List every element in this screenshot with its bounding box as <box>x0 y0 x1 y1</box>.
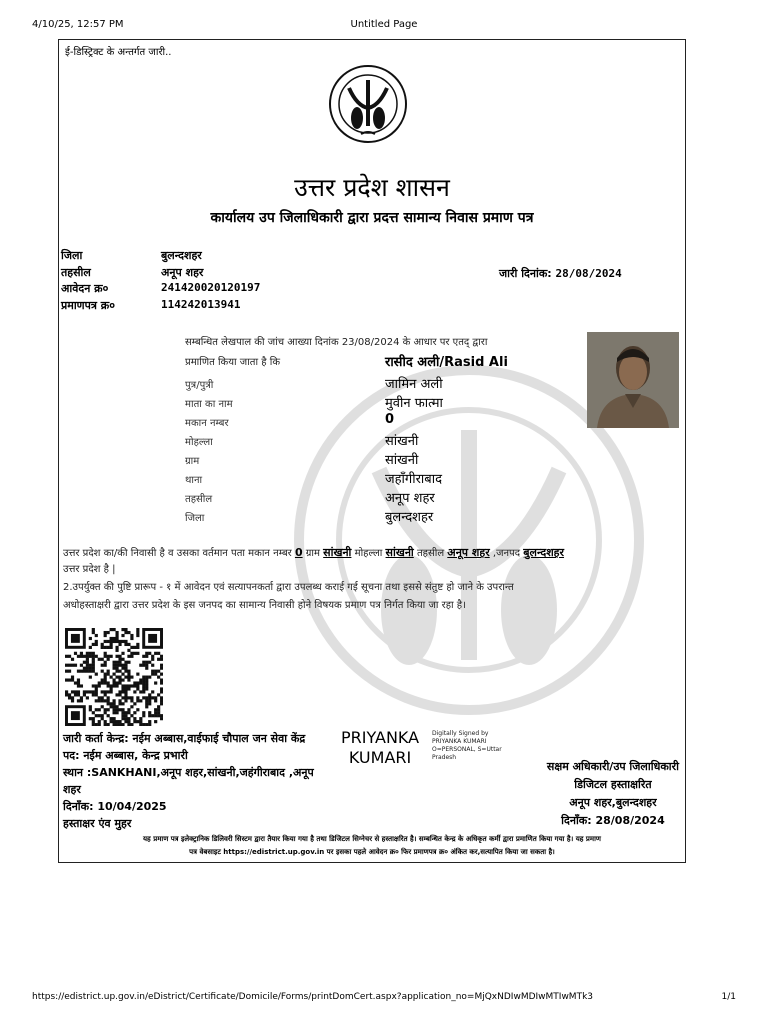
detail-row <box>185 488 585 507</box>
detail-row <box>185 412 585 431</box>
sig-meta-line: Pradesh <box>432 754 457 761</box>
issuer-sign-seal: हस्ताक्षर एंव मुहर <box>63 817 132 830</box>
print-page-title: Untitled Page <box>350 19 418 30</box>
house-no-label: मकान नम्बर <box>185 418 229 429</box>
detail-row <box>185 431 585 450</box>
signer-name-line1: PRIYANKA <box>341 728 420 747</box>
footnote-line2: पत्र वेबसाइट https://edistrict.up.gov.in पर इसका पहले आवेदन क्र० फिर प्रमाणपत्र क्र० अंकित कर,सत्यापित किया जा सकता है। <box>189 848 555 856</box>
district-value: बुलन्दशहर <box>161 249 202 262</box>
application-no-value: 241420020120197 <box>161 281 261 294</box>
detail-district-label: जिला <box>185 513 205 524</box>
issuer-block <box>63 730 314 832</box>
intro-line: सम्बन्धित लेखपाल की जांच आख्या दिनांक 23/08/2024 के आधार पर एतद् द्वारा <box>185 337 488 348</box>
qr-code <box>65 628 163 726</box>
house-no-value: 0 <box>385 412 395 427</box>
authority-block <box>547 758 679 830</box>
para-house-no: 0 <box>294 546 303 559</box>
para-mohalla: सांखनी <box>385 546 414 559</box>
police-station-value: जहाँगीराबाद <box>385 472 442 487</box>
print-footer <box>32 992 736 1006</box>
issuer-place: स्थान :SANKHANI,अनूप शहर,सांखनी,जहंगीराबाद ,अनूप <box>63 766 314 779</box>
para-district: बुलन्दशहर <box>523 546 565 559</box>
issued-under-text: ई-डिस्ट्रिक्ट के अन्तर्गत जारी.. <box>65 47 172 58</box>
verification-footnote <box>61 833 683 859</box>
signer-name-line2: KUMARI <box>348 748 412 767</box>
application-no-label: आवेदन क्र० <box>61 282 109 295</box>
detail-district-value: बुलन्दशहर <box>385 510 434 525</box>
issue-date-value: 28/08/2024 <box>555 267 622 280</box>
village-value: सांखनी <box>385 453 419 468</box>
issuer-date: दिनाँक: 10/04/2025 <box>63 800 167 813</box>
up-state-emblem <box>321 64 415 144</box>
print-header <box>32 19 736 33</box>
confirmation-paragraph-line1: 2.उपर्युक्त की पुष्टि प्रारूप - १ में आवेदन एवं सत्यापनकर्ता द्वारा उपलब्ध कराई गई सूचना तथा इससे संतुष्ट हो जाने के उपरान्त <box>63 582 514 593</box>
para-text: तहसील <box>413 548 448 559</box>
detail-row <box>185 507 585 526</box>
para-text: ग्राम <box>302 548 324 559</box>
issuer-center: जारी कर्ता केन्द्र: नईम अब्बास,वाईफाई चौपाल जन सेवा केंद्र <box>63 732 306 745</box>
father-value: जामिन अली <box>385 377 443 392</box>
applicant-photo <box>587 332 679 428</box>
tehsil-value: अनूप शहर <box>161 266 204 279</box>
para-text: ,जनपद <box>489 548 524 559</box>
village-label: ग्राम <box>185 456 200 467</box>
authority-date: दिनाँक: 28/08/2024 <box>561 814 665 827</box>
issue-date <box>499 266 622 281</box>
para-tehsil: अनूप शहर <box>447 546 490 559</box>
para-village: सांखनी <box>323 546 352 559</box>
certificate-subtitle: कार्यालय उप जिलाधिकारी द्वारा प्रदत्त सामान्य निवास प्रमाण पत्र <box>210 210 534 226</box>
residence-paragraph-line2: उत्तर प्रदेश है | <box>63 564 116 575</box>
authority-title: सक्षम अधिकारी/उप जिलाधिकारी <box>546 760 679 773</box>
authority-signed: डिजिटल हस्ताक्षरित <box>574 778 652 791</box>
footnote-line1: यह प्रमाण पत्र इलेक्ट्रानिक डिलिवरी सिस्टम द्वारा तैयार किया गया है तथा डिजिटल सिग्नेचर से हस्ताक्षरित है। सम्बन्धित केन्द्र के अधिकृत कर्मी द्वारा प्रमाणित किया गया है। यह प्रमाण <box>143 835 601 843</box>
digital-signature-meta <box>432 730 502 762</box>
digital-signer-name <box>341 728 419 768</box>
district-label: जिला <box>61 249 83 262</box>
mohalla-value: सांखनी <box>385 434 419 449</box>
sig-meta-line: O=PERSONAL, S=Uttar <box>432 746 502 753</box>
confirmation-paragraph-line2: अधोहस्ताक्षरी द्वारा उत्तर प्रदेश के इस जनपद का सामान्य निवासी होने विषयक प्रमाण पत्र निर्गत किया जा रहा है। <box>63 600 466 611</box>
certified-line: प्रमाणित किया जाता है कि <box>185 357 281 368</box>
issue-date-label: जारी दिनांक: <box>499 267 552 280</box>
residence-paragraph <box>63 545 564 560</box>
sig-meta-line: Digitally Signed by <box>432 730 489 737</box>
certificate <box>58 39 686 863</box>
certificate-no-value: 114242013941 <box>161 298 241 311</box>
detail-tehsil-label: तहसील <box>185 494 213 505</box>
issuer-place-line2: शहर <box>63 783 81 796</box>
police-station-label: थाना <box>185 475 203 486</box>
print-url: https://edistrict.up.gov.in/eDistrict/Certificate/Domicile/Forms/printDomCert.aspx?application_no=MjQxNDIwMDIwMTIwMTk3 <box>32 992 594 1002</box>
detail-row <box>185 469 585 488</box>
detail-row <box>185 393 585 412</box>
authority-location: अनूप शहर,बुलन्दशहर <box>569 796 657 809</box>
certificate-no-label: प्रमाणपत्र क्र० <box>61 299 115 312</box>
detail-tehsil-value: अनूप शहर <box>385 491 435 506</box>
para-text: उत्तर प्रदेश का/की निवासी है व उसका वर्तमान पता मकान नम्बर <box>63 548 295 559</box>
detail-row <box>185 450 585 469</box>
print-datetime: 4/10/25, 12:57 PM <box>32 19 124 30</box>
detail-row <box>185 374 585 393</box>
sig-meta-line: PRIYANKA KUMARI <box>432 738 487 745</box>
applicant-name: रासीद अली/Rasid Ali <box>385 355 508 370</box>
mother-value: मुवीन फात्मा <box>385 396 443 411</box>
issuer-post: पद: नईम अब्बास, केन्द्र प्रभारी <box>63 749 188 762</box>
print-page-number: 1/1 <box>721 992 736 1002</box>
mother-label: माता का नाम <box>185 399 233 410</box>
state-title: उत्तर प्रदेश शासन <box>294 173 450 202</box>
mohalla-label: मोहल्ला <box>185 437 213 448</box>
father-label: पुत्र/पुत्री <box>185 380 214 391</box>
para-text: मोहल्ला <box>351 548 386 559</box>
tehsil-label: तहसील <box>61 266 91 279</box>
